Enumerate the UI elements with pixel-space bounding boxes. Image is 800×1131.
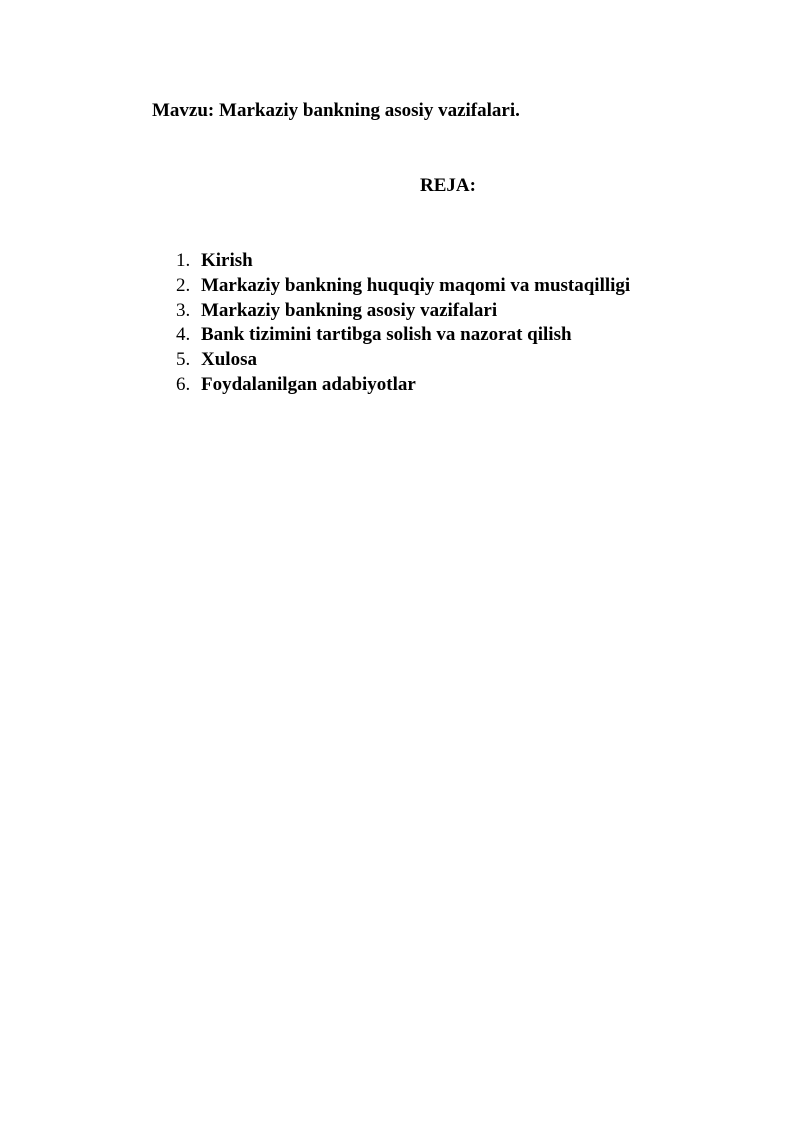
plan-item: [176, 324, 630, 349]
plan-item-number: 5.: [176, 349, 191, 371]
plan-heading: REJA:: [420, 175, 476, 196]
plan-item: [176, 374, 630, 399]
plan-item-text: Markaziy bankning asosiy vazifalari: [201, 299, 498, 321]
plan-item: [176, 275, 630, 300]
plan-item-number: 6.: [176, 373, 191, 395]
document-topic: Mavzu: Markaziy bankning asosiy vazifalari.: [152, 100, 520, 121]
plan-item-text: Foydalanilgan adabiyotlar: [201, 373, 416, 395]
plan-item: [176, 250, 630, 275]
plan-item-text: Xulosa: [201, 349, 257, 371]
plan-item-text: Markaziy bankning huquqiy maqomi va mustaqilligi: [201, 274, 631, 296]
plan-item-number: 4.: [176, 324, 191, 346]
plan-item-text: Kirish: [201, 250, 253, 271]
plan-item-number: 2.: [176, 274, 191, 296]
plan-item: [176, 300, 630, 325]
plan-list: [176, 250, 630, 399]
plan-item: [176, 349, 630, 374]
plan-item-text: Bank tizimini tartibga solish va nazorat qilish: [201, 324, 572, 346]
plan-item-number: 3.: [176, 299, 191, 321]
plan-item-number: 1.: [176, 250, 191, 271]
